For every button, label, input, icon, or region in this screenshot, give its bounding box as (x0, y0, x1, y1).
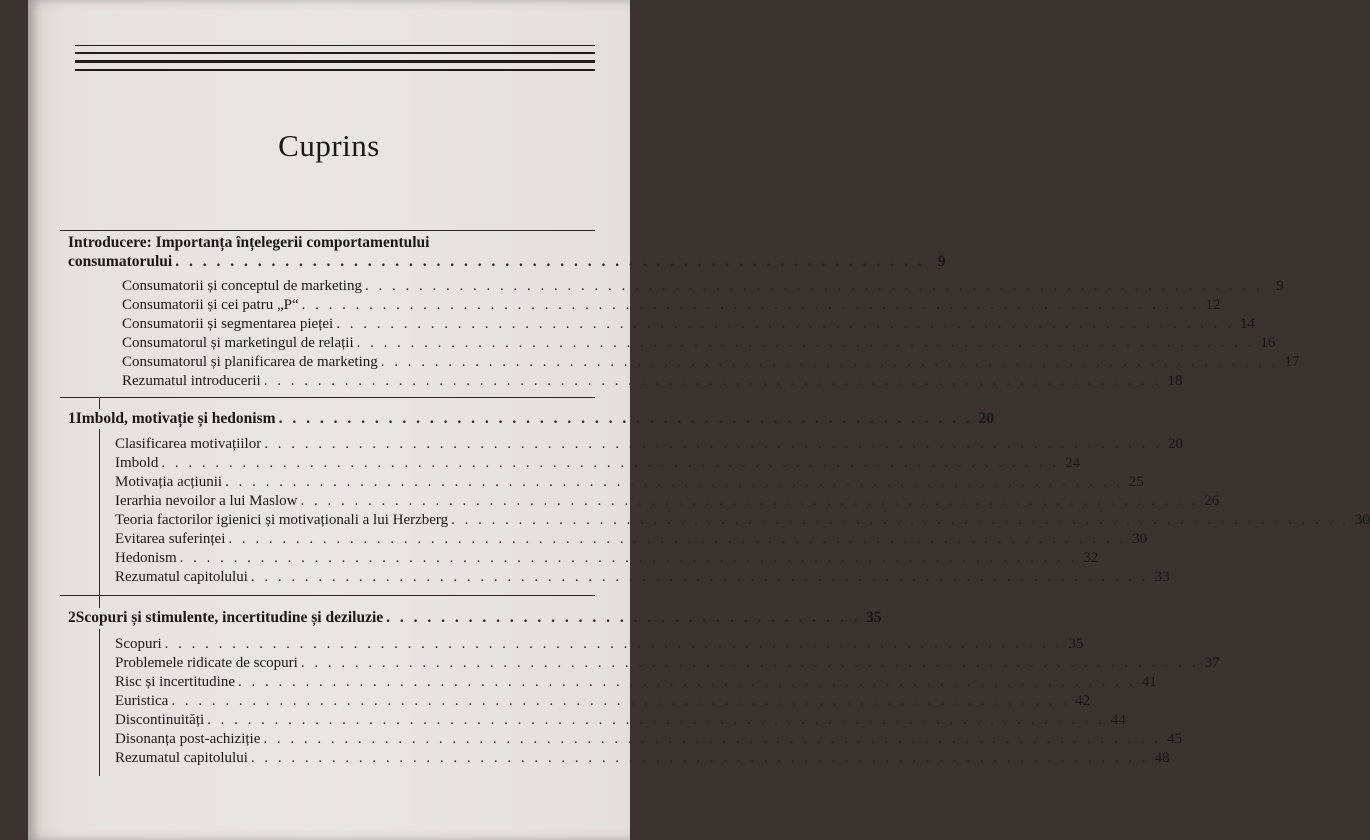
leader-dots: . . . . . . . . . . . . . . . . . . . . . . . . . . . . . . . . . . . . . . . . . . . . . . . . . . . . . . . . . . . . . . . . . . . (263, 373, 1162, 389)
leader-dots: . . . . . . . . . . . . . . . . . . . . . . . . . . . . . . . . . . . . . . . . . . . . . . . . . . . . . . . . . . . . . . . . . . . (356, 335, 1255, 351)
toc-entry-label: Scopuri (115, 636, 162, 652)
toc-entry-label: Problemele ridicate de scopuri (115, 655, 298, 671)
intro-heading-line1: Introducere: Importanța înțelegerii comportamentului (68, 234, 430, 251)
toc-entry-page: 20 (1167, 436, 1183, 452)
leader-dots: . . . . . . . . . . . . . . . . . . . . . . . . . . . . . . . . . . . . . . . . . . . . . . . . . . . . . . . . . . . . . . . . . . . (179, 550, 1078, 566)
intro-heading (60, 233, 946, 271)
toc-entry-page: 42 (1075, 693, 1091, 709)
toc-entry-label: Consumatorii și cei patru „P“ (122, 297, 299, 313)
toc-entry-label: Consumatorul și planificarea de marketing (122, 354, 378, 370)
chapter-1-page: 20 (978, 410, 994, 427)
toc-entry (60, 730, 1183, 749)
toc-entry-page: 35 (1068, 636, 1084, 652)
toc-entry (60, 492, 1220, 511)
toc-entry (60, 296, 1221, 315)
leader-dots: . . . . . . . . . . . . . . . . . . . . . . . . . . . . . . . . . . . . . . . . . . . . . . . . . . . . . . . . . . . . . . . . . . . (228, 531, 1127, 547)
toc-entry (60, 530, 1148, 549)
leader-dots: . . . . . . . . . . . . . . . . . . . . . . . . . . . . . . . . . . . . . . . . . . . . . . . . . . . . . . . . . . . . . . . . . . . (300, 493, 1199, 509)
toc-entry-page: 48 (1154, 750, 1170, 766)
toc-entry-page: 26 (1204, 493, 1220, 509)
leader-dots: . . . . . . . . . . . . . . . . . . . . . . . . . . . . . . . . . . . (386, 609, 861, 626)
leader-dots: . . . . . . . . . . . . . . . . . . . . . . . . . . . . . . . . . . . . . . . . . . . . . . . . . . . . . . . . . . . . . . . . . . . (263, 731, 1162, 747)
intro-heading-line2: consumatorului (68, 253, 173, 270)
chapter-2-page: 35 (866, 609, 882, 626)
toc-entry (60, 511, 1370, 530)
chapter-1-section (60, 398, 1370, 595)
toc-entry (60, 568, 1170, 587)
toc-entry (60, 635, 1084, 654)
leader-dots: . . . . . . . . . . . . . . . . . . . . . . . . . . . . . . . . . . . . . . . . . . . . . . . . . . . . . . . . . . . . . . . . . . . (164, 636, 1063, 652)
toc-entry (60, 749, 1170, 768)
toc-entry-page: 37 (1204, 655, 1220, 671)
toc-entry (60, 353, 1300, 372)
leader-dots: . . . . . . . . . . . . . . . . . . . . . . . . . . . . . . . . . . . . . . . . . . . . . . . . . . . (278, 410, 973, 427)
toc-entry (60, 454, 1081, 473)
toc-entry (60, 277, 1284, 296)
toc-entry-label: Imbold (115, 455, 159, 471)
chapter-rule (99, 398, 100, 409)
toc-entry-page: 44 (1110, 712, 1126, 728)
toc-entry-page: 18 (1167, 373, 1183, 389)
leader-dots: . . . . . . . . . . . . . . . . . . . . . . . . . . . . . . . . . . . . . . . . . . . . . . . . . . . . . . . . . . . . . . . . . . . (250, 569, 1149, 585)
chapter-1-number: 1 (68, 410, 76, 427)
leader-dots: . . . . . . . . . . . . . . . . . . . . . . . . . . . . . . . . . . . . . . . . . . . . . . . . . . . . . . . . . . . . . . . . . . . (451, 512, 1349, 528)
toc-entry-label: Motivația acțiunii (115, 474, 223, 490)
toc-entry-page: 12 (1205, 297, 1221, 313)
leader-dots: . . . . . . . . . . . . . . . . . . . . . . . . . . . . . . . . . . . . . . . . . . . . . . . . . . . . . . . . . . . . . . . . . . . (336, 316, 1234, 332)
leader-dots: . . . . . . . . . . . . . . . . . . . . . . . . . . . . . . . . . . . . . . . . . . . . . . . . . . . . . . . . . . . . . . . . . . . (380, 354, 1279, 370)
toc-entry-page: 30 (1354, 512, 1370, 528)
chapter-2-section (60, 596, 1220, 776)
toc-entry (60, 372, 1183, 391)
leader-dots: . . . . . . . . . . . . . . . . . . . . . . . . . . . . . . . . . . . . . . . . . . . . . . . . . . . . . . . . . . . . . . . . . . . (225, 474, 1123, 490)
toc-entry (60, 711, 1126, 730)
toc-entry-page: 14 (1239, 316, 1255, 332)
toc-entry-label: Clasificarea motivațiilor (115, 436, 262, 452)
toc-entry (60, 473, 1144, 492)
toc-entry-page: 45 (1167, 731, 1183, 747)
chapter-2-title: Scopuri și stimulente, incertitudine și deziluzie (75, 609, 384, 626)
toc-entry-label: Consumatorul și marketingul de relații (122, 335, 354, 351)
toc-entry-label: Teoria factorilor igienici și motivaționali a lui Herzberg (115, 512, 449, 528)
toc-entry-label: Rezumatul introducerii (122, 373, 261, 389)
toc-entry-label: Discontinuități (115, 712, 205, 728)
toc-entry-page: 9 (1276, 278, 1284, 294)
toc-entry (60, 435, 1183, 454)
toc-entry-page: 25 (1128, 474, 1144, 490)
leader-dots: . . . . . . . . . . . . . . . . . . . . . . . . . . . . . . . . . . . . . . . . . . . . . . . . . . . . . . . . . . . . . . . . . . . (171, 693, 1070, 709)
leader-dots: . . . . . . . . . . . . . . . . . . . . . . . . . . . . . . . . . . . . . . . . . . . . . . . . . . . . . . . . . . . . . . . . . . . (364, 278, 1263, 294)
toc-entry-label: Evitarea suferinței (115, 531, 226, 547)
page-title: Cuprins (278, 128, 380, 163)
leader-dots: . . . . . . . . . . . . . . . . . . . . . . . . . . . . . . . . . . . . . . . . . . . . . . . . . . . . . . . . . . . . . . . . . . . (207, 712, 1105, 728)
chapter-rule (99, 629, 100, 776)
table-of-contents (60, 230, 1370, 776)
toc-entry-label: Ierarhia nevoilor a lui Maslow (115, 493, 298, 509)
intro-page: 9 (937, 253, 946, 270)
toc-entry (60, 315, 1255, 334)
toc-entry (60, 334, 1276, 353)
intro-section (60, 231, 1300, 397)
leader-dots: . . . . . . . . . . . . . . . . . . . . . . . . . . . . . . . . . . . . . . . . . . . . . . . . . . . . . . . . . . . . . . . . . . . (264, 436, 1162, 452)
toc-entry-page: 17 (1284, 354, 1300, 370)
chapter-2-heading (60, 608, 882, 627)
toc-entry-label: Consumatorii și segmentarea pieței (122, 316, 334, 332)
leader-dots: . . . . . . . . . . . . . . . . . . . . . . . . . . . . . . . . . . . . . . . . . . . . . . . . . . . . . . . . . . . . . . . . . . . (237, 674, 1136, 690)
toc-entry (60, 692, 1091, 711)
leader-dots: . . . . . . . . . . . . . . . . . . . . . . . . . . . . . . . . . . . . . . . . . . . . . . . . . . . . . . . . . . . . . . . . . . . (161, 455, 1060, 471)
toc-entry-label: Euristica (115, 693, 169, 709)
book-page (28, 0, 1370, 840)
chapter-rule (99, 429, 100, 595)
toc-entry-label: Rezumatul capitolului (115, 569, 248, 585)
toc-entry-page: 24 (1065, 455, 1081, 471)
toc-entry-page: 32 (1083, 550, 1099, 566)
header-rules (75, 45, 595, 79)
toc-entry-page: 41 (1141, 674, 1157, 690)
chapter-rule (99, 596, 100, 608)
toc-entry-label: Disonanța post-achiziție (115, 731, 261, 747)
leader-dots: . . . . . . . . . . . . . . . . . . . . . . . . . . . . . . . . . . . . . . . . . . . . . . . . . . . . . . . . . . . . . . . . . . . (250, 750, 1149, 766)
toc-entry (60, 654, 1220, 673)
toc-entry (60, 673, 1157, 692)
chapter-2-number: 2 (68, 609, 76, 626)
toc-entry-page: 30 (1132, 531, 1148, 547)
toc-entry-label: Rezumatul capitolului (115, 750, 248, 766)
leader-dots: . . . . . . . . . . . . . . . . . . . . . . . . . . . . . . . . . . . . . . . . . . . . . . . . . . . . . . . . . . . . . . . . . . . (300, 655, 1199, 671)
chapter-1-heading (60, 409, 994, 428)
toc-entry (60, 549, 1099, 568)
toc-entry-label: Risc și incertitudine (115, 674, 235, 690)
chapter-1-title: Imbold, motivație și hedonism (75, 410, 276, 427)
toc-entry-label: Consumatorii și conceptul de marketing (122, 278, 362, 294)
leader-dots: . . . . . . . . . . . . . . . . . . . . . . . . . . . . . . . . . . . . . . . . . . . . . . . . . . . . . . . (175, 253, 925, 270)
toc-entry-page: 33 (1154, 569, 1170, 585)
toc-entry-page: 16 (1260, 335, 1276, 351)
leader-dots: . . . . . . . . . . . . . . . . . . . . . . . . . . . . . . . . . . . . . . . . . . . . . . . . . . . . . . . . . . . . . . . . . . . (301, 297, 1200, 313)
toc-entry-label: Hedonism (115, 550, 177, 566)
